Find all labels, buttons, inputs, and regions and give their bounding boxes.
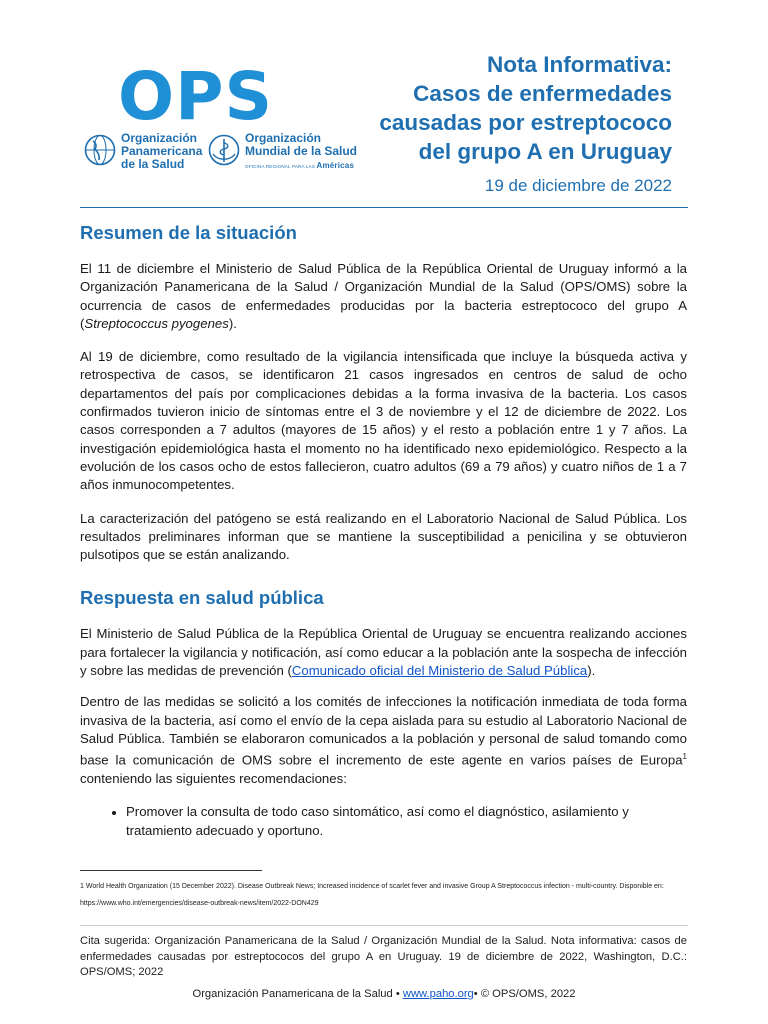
paho-name-line2: Panamericana xyxy=(121,144,203,158)
ops-logo: OPS xyxy=(118,58,274,135)
footer-copyright: • © OPS/OMS, 2022 xyxy=(473,988,576,1000)
paho-website-link[interactable]: www.paho.org xyxy=(402,988,474,1000)
main-content xyxy=(80,222,687,840)
section-heading-resumen: Resumen de la situación xyxy=(80,222,297,243)
respuesta-p2-end: conteniendo las siguientes recomendaciones: xyxy=(80,770,347,786)
title-line-4: del grupo A en Uruguay xyxy=(418,139,672,164)
footnote xyxy=(80,878,687,912)
who-name-line1: Organización xyxy=(245,131,322,145)
footnote-text: World Health Organization (15 December 2022). Disease Outbreak News; Increased incidence of scarlet fever and invasive Group A Streptococcus infection - multi-country. Disponible en: https://www.who.int/emergencies/disease-outbreak-news/item/2022-DON429 xyxy=(80,883,664,907)
who-name-line2: Mundial de la Salud xyxy=(245,144,358,158)
respuesta-p2-text: Dentro de las medidas se solicitó a los comités de infecciones la notificación inmediata de toda forma invasiva de la bacteria, así como el envío de la cepa aislada para su estudio al Laboratorio Nacional de Salud Pública. También se elaboraron comunicados a la población y personal de salud tomando como base la comunicación de OMS sobre el incremento de este agente en varios países de Europa xyxy=(80,694,687,768)
paho-globe-icon xyxy=(84,134,116,166)
title-line-1: Nota Informativa: xyxy=(486,52,672,77)
resumen-paragraph-3: La caracterización del patógeno se está realizando en el Laboratorio Nacional de Salud Pública. Los resultados preliminares informan que se mantiene la susceptibilidad a penicilina y se obtuvieron pulsotipos que se están analizando. xyxy=(80,510,687,563)
who-region-prefix: OFICINA REGIONAL PARA LAS xyxy=(245,164,316,169)
species-name: Streptococcus pyogenes xyxy=(84,315,229,331)
ministry-statement-link[interactable]: Comunicado oficial del Ministerio de Salud Pública xyxy=(291,663,588,679)
resumen-p1-text: El 11 de diciembre el Ministerio de Salud Pública de la República Oriental de Uruguay informó a la Organización Panamericana de la Salud / Organización Mundial de la Salud (OPS/OMS) sobre la ocurrencia de casos de enfermedades producidas por la bacteria estreptococo del grupo A ( xyxy=(80,261,687,331)
respuesta-paragraph-1 xyxy=(80,625,687,680)
resumen-paragraph-1 xyxy=(80,260,687,333)
footnote-number: 1 xyxy=(80,883,84,890)
header-divider xyxy=(80,207,688,208)
respuesta-p1-end: ). xyxy=(587,663,596,679)
header xyxy=(0,0,768,205)
recommendations-list xyxy=(80,803,687,840)
page-footer xyxy=(0,988,768,1000)
footer-org: Organización Panamericana de la Salud • xyxy=(192,988,400,1000)
citation-divider xyxy=(80,925,688,926)
footnote-divider xyxy=(80,870,262,871)
who-region: Américas xyxy=(316,161,355,170)
who-region-label xyxy=(245,161,357,170)
paho-name-line1: Organización xyxy=(121,131,198,145)
footnote-ref[interactable]: 1 xyxy=(682,752,687,762)
respuesta-paragraph-2 xyxy=(80,693,687,788)
section-heading-respuesta: Respuesta en salud pública xyxy=(80,587,324,609)
title-line-3: causadas por estreptococo xyxy=(379,110,672,135)
resumen-p1-end: ). xyxy=(228,315,237,331)
who-org-block xyxy=(208,132,357,170)
respuesta-p1-text: El Ministerio de Salud Pública de la República Oriental de Uruguay se encuentra realizando acciones para fortalecer la vigilancia y notificación, así como educar a la población ante la sospecha de infección y sobre las medidas de prevención ( xyxy=(80,626,687,679)
resumen-paragraph-2: Al 19 de diciembre, como resultado de la vigilancia intensificada que incluye la búsqueda activa y retrospectiva de casos, se identificaron 21 casos ingresados en centros de salud de ocho departamentos del país por complicaciones debidas a la forma invasiva de la bacteria. Los casos confirmados tuvieron inicio de síntomas entre el 3 de noviembre y el 12 de diciembre de 2022. Los casos corresponden a 7 adultos (mayores de 15 años) y el resto a población entre 1 y 7 años. La investigación epidemiológica hasta el momento no ha identificado nexo epidemiológico. Respecto a la evolución de los casos ocho de estos fallecieron, cuatro adultos (69 a 79 años) y cuatro niños de 1 a 7 años inmunocompetentes. xyxy=(80,349,687,493)
document-title xyxy=(379,50,672,166)
paho-org-block xyxy=(84,132,202,171)
document-date: 19 de diciembre de 2022 xyxy=(484,176,672,195)
paho-name-line3: de la Salud xyxy=(121,157,185,171)
who-emblem-icon xyxy=(208,134,240,166)
list-item: • Promover la consulta de todo caso sintomático, así como el diagnóstico, asilamiento y tratamiento adecuado y oportuno. xyxy=(126,803,687,840)
suggested-citation: Cita sugerida: Organización Panamericana de la Salud / Organización Mundial de la Salud. Nota informativa: casos de enfermedades causadas por estreptococos del grupo A en Uruguay. 19 de diciembre de 2022, Washington, D.C.: OPS/OMS; 2022 xyxy=(80,935,687,979)
title-line-2: Casos de enfermedades xyxy=(413,81,672,106)
